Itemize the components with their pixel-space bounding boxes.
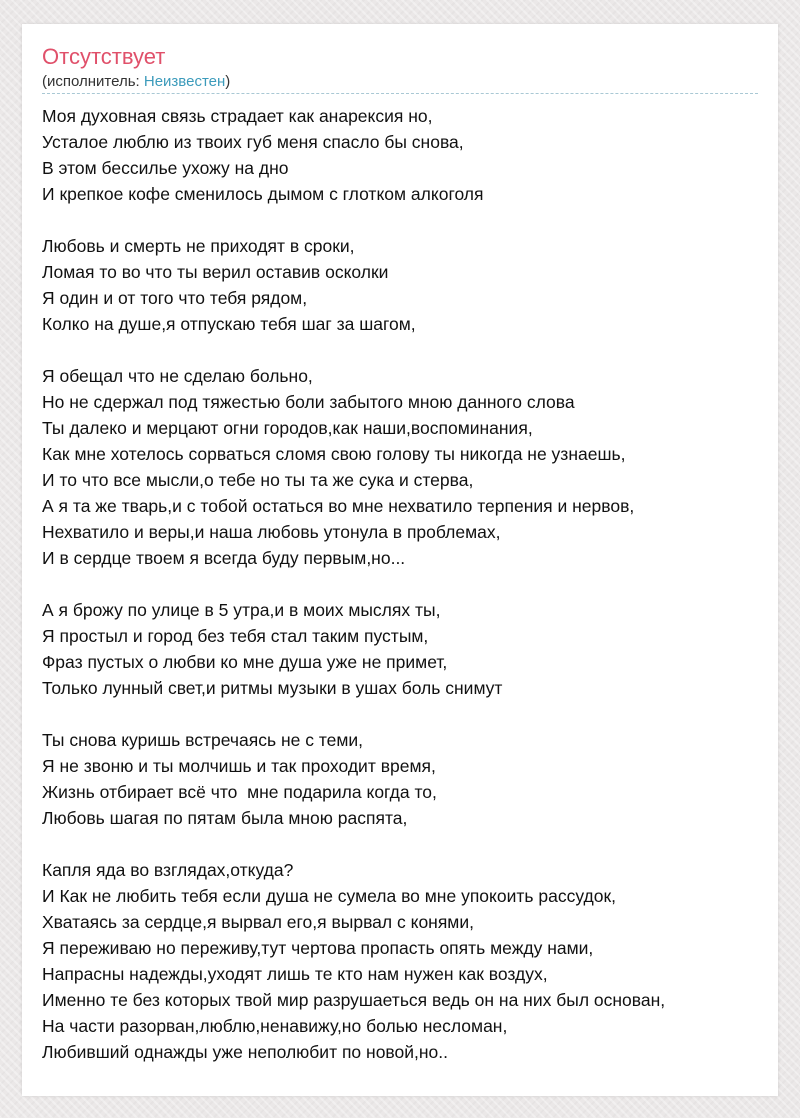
lyric-line: Колко на душе,я отпускаю тебя шаг за шагом, <box>42 314 416 334</box>
stanza-gap <box>42 701 768 727</box>
lyric-line: И то что все мысли,о тебе но ты та же сука и стерва, <box>42 470 474 490</box>
lyric-line: Моя духовная связь страдает как анарексия но, <box>42 106 433 126</box>
stanza-gap <box>42 337 768 363</box>
lyric-line: Любовь шагая по пятам была мною распята, <box>42 808 408 828</box>
lyric-line: Фраз пустых о любви ко мне душа уже не примет, <box>42 652 448 672</box>
stanza-gap <box>42 207 768 233</box>
lyric-line: Усталое люблю из твоих губ меня спасло бы снова, <box>42 132 464 152</box>
lyric-line: Напрасны надежды,уходят лишь те кто нам нужен как воздух, <box>42 964 548 984</box>
lyric-line: И в сердце твоем я всегда буду первым,но... <box>42 548 406 568</box>
lyric-line: И Как не любить тебя если душа не сумела во мне упокоить рассудок, <box>42 886 616 906</box>
lyric-line: Ломая то во что ты верил оставив осколки <box>42 262 389 282</box>
artist-line <box>42 73 230 91</box>
artist-link[interactable]: Неизвестен <box>143 73 226 90</box>
lyric-line: Хватаясь за сердце,я вырвал его,я вырвал с конями, <box>42 912 474 932</box>
song-title: Отсутствует <box>42 44 166 69</box>
lyric-line: На части разорван,люблю,ненавижу,но болью несломан, <box>42 1016 508 1036</box>
lyric-line: Я не звоню и ты молчишь и так проходит время, <box>42 756 436 776</box>
lyric-line: Я простыл и город без тебя стал таким пустым, <box>42 626 429 646</box>
lyric-line: Капля яда во взглядах,откуда? <box>42 860 294 880</box>
lyric-line: А я та же тварь,и с тобой остаться во мне нехватило терпения и нервов, <box>42 496 635 516</box>
artist-suffix: ) <box>225 73 231 90</box>
lyric-line: Именно те без которых твой мир разрушаеться ведь он на них был основан, <box>42 990 666 1010</box>
lyric-line: Ты далеко и мерцают огни городов,как наши,воспоминания, <box>42 418 533 438</box>
lyric-line: Только лунный свет,и ритмы музыки в ушах боль снимут <box>42 678 503 698</box>
lyric-line: Я переживаю но переживу,тут чертова пропасть опять между нами, <box>42 938 594 958</box>
lyric-line: Нехватило и веры,и наша любовь утонула в проблемах, <box>42 522 501 542</box>
lyrics-text <box>42 103 768 1065</box>
lyric-line: И крепкое кофе сменилось дымом с глотком алкоголя <box>42 184 484 204</box>
lyric-line: Как мне хотелось сорваться сломя свою голову ты никогда не узнаешь, <box>42 444 626 464</box>
lyric-line: А я брожу по улице в 5 утра,и в моих мыслях ты, <box>42 600 441 620</box>
lyric-line: Я обещал что не сделаю больно, <box>42 366 313 386</box>
title-divider <box>42 93 758 94</box>
artist-prefix: (исполнитель: <box>42 73 144 90</box>
lyrics-card <box>22 24 778 1096</box>
lyric-line: Я один и от того что тебя рядом, <box>42 288 308 308</box>
lyric-line: Любовь и смерть не приходят в сроки, <box>42 236 355 256</box>
stanza-gap <box>42 571 768 597</box>
lyric-line: Но не сдержал под тяжестью боли забытого мною данного слова <box>42 392 575 412</box>
lyric-line: Жизнь отбирает всё что мне подарила когда то, <box>42 782 437 802</box>
lyric-line: Ты снова куришь встречаясь не с теми, <box>42 730 364 750</box>
lyric-line: Любивший однажды уже неполюбит по новой,но.. <box>42 1042 449 1062</box>
stanza-gap <box>42 831 768 857</box>
lyric-line: В этом бессилье ухожу на дно <box>42 158 289 178</box>
